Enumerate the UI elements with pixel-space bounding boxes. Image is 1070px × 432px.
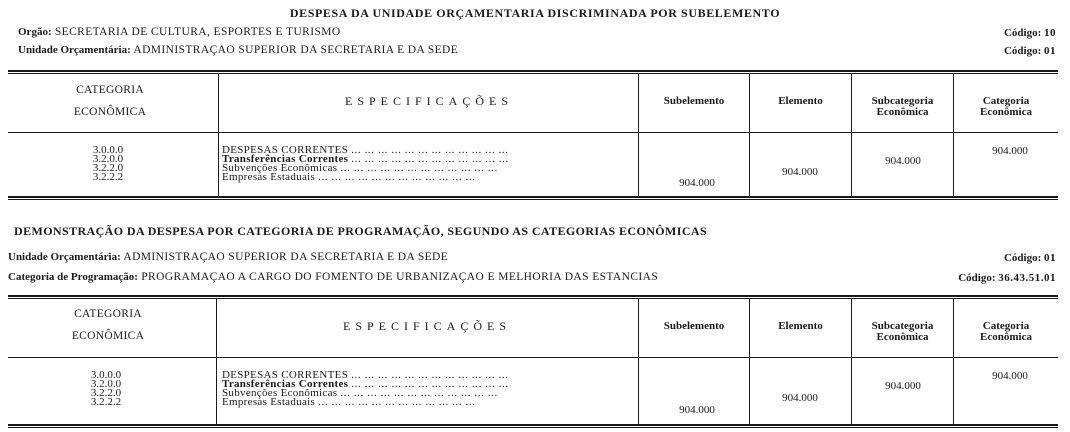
code-cell: 3.2.2.2 <box>90 396 122 408</box>
code-cell: 3.2.2.0 <box>92 162 124 174</box>
table-bottom-rule <box>8 196 1058 198</box>
header-line: Subcategoria <box>871 320 934 332</box>
code-label: Código: <box>958 272 996 284</box>
code-cell: 3.2.0.0 <box>90 378 122 390</box>
specifications <box>222 371 509 407</box>
header-especificacoes: ESPECIFICAÇÕES <box>342 319 512 333</box>
column-divider <box>851 74 852 196</box>
value-categoria: 904.000 <box>992 370 1028 382</box>
table-top-rule-thin <box>8 298 1058 299</box>
leader-dots: ... ... ... ... ... ... ... ... ... ... ... ... <box>318 396 476 408</box>
categoria-programacao-value: PROGRAMAÇAO A CARGO DO FOMENTO DE URBANIZAÇAO E MELHORIA DAS ESTANCIAS <box>141 271 659 283</box>
categoria-programacao-line <box>8 271 658 283</box>
value-subcategoria: 904.000 <box>885 155 921 167</box>
economic-codes <box>56 371 156 407</box>
value-subcategoria: 904.000 <box>885 380 921 392</box>
header-subcategoria <box>852 321 953 343</box>
unidade-value: ADMINISTRAÇAO SUPERIOR DA SECRETARIA E DA SEDE <box>123 251 449 263</box>
section-title: DEMONSTRAÇÃO DA DESPESA POR CATEGORIA DE PROGRAMAÇÃO, SEGUNDO AS CATEGORIAS ECONÔMICAS <box>14 224 708 238</box>
unidade-line <box>18 44 458 56</box>
header-line: ECONÔMICA <box>71 330 145 342</box>
header-subcategoria <box>852 96 953 118</box>
header-line: Categoria <box>982 95 1030 107</box>
column-divider <box>749 74 750 196</box>
column-divider <box>953 74 954 196</box>
column-divider <box>218 74 219 196</box>
header-categoria-economica <box>10 79 210 123</box>
unidade-label: Unidade Orçamentária: <box>8 251 121 263</box>
spec-text: DESPESAS CORRENTES <box>222 144 349 156</box>
spec-row <box>222 398 509 407</box>
column-divider <box>851 299 852 424</box>
header-categoria <box>954 321 1058 343</box>
header-subelemento: Subelemento <box>663 95 725 107</box>
header-line: Categoria <box>982 320 1030 332</box>
header-line: Econômica <box>980 331 1032 343</box>
column-divider <box>216 299 217 424</box>
code-value: 36.43.51.01 <box>998 272 1056 284</box>
leader-dots: ... ... ... ... ... ... ... ... ... ... ... ... <box>351 369 509 381</box>
column-divider <box>638 299 639 424</box>
code-cell: 3.2.0.0 <box>92 153 124 165</box>
header-subelemento: Subelemento <box>663 320 725 332</box>
table-bottom-rule <box>8 424 1058 426</box>
header-elemento: Elemento <box>778 95 823 107</box>
table-top-rule <box>8 295 1058 297</box>
value-elemento: 904.000 <box>782 392 818 404</box>
leader-dots: ... ... ... ... ... ... ... ... ... ... ... ... <box>351 378 509 390</box>
table-bottom-rule-thin <box>8 199 1058 200</box>
categoria-programacao-code <box>958 272 1056 284</box>
table-header-rule <box>8 357 1058 358</box>
header-line: CATEGORIA <box>74 308 142 320</box>
leader-dots: ... ... ... ... ... ... ... ... ... ... ... ... <box>340 162 498 174</box>
unidade-code <box>1004 45 1056 57</box>
header-line: CATEGORIA <box>76 84 144 96</box>
spec-text: Empresas Estaduais <box>222 171 316 183</box>
orgao-value: SECRETARIA DE CULTURA, ESPORTES E TURISMO <box>54 26 341 38</box>
table-top-rule-thin <box>8 73 1058 74</box>
value-subelemento: 904.000 <box>679 404 715 416</box>
value-subelemento: 904.000 <box>679 177 715 189</box>
column-divider <box>749 299 750 424</box>
leader-dots: ... ... ... ... ... ... ... ... ... ... ... ... <box>351 153 509 165</box>
header-line: Econômica <box>876 331 929 343</box>
unidade-label: Unidade Orçamentária: <box>18 44 131 56</box>
economic-codes <box>58 146 158 182</box>
code-cell: 3.2.2.2 <box>92 171 124 183</box>
orgao-code <box>1004 27 1056 39</box>
code-cell: 3.0.0.0 <box>92 144 124 156</box>
code-cell: 3.2.2.0 <box>90 387 122 399</box>
code-label: Código: <box>1003 45 1042 57</box>
spec-text: Subvenções Econômicas <box>222 162 338 174</box>
unidade-value: ADMINISTRAÇAO SUPERIOR DA SECRETARIA E DA SEDE <box>133 44 459 56</box>
spec-text: DESPESAS CORRENTES <box>222 369 349 381</box>
orgao-label: Orgão: <box>18 26 52 38</box>
table-top-rule <box>8 70 1058 72</box>
spec-text: Transferências Correntes <box>222 378 349 390</box>
code-label: Código: <box>1003 252 1042 264</box>
spec-row <box>222 173 509 182</box>
value-categoria: 904.000 <box>992 145 1028 157</box>
section-title: DESPESA DA UNIDADE ORÇAMENTARIA DISCRIMINADA POR SUBELEMENTO <box>289 6 781 20</box>
code-value: 01 <box>1044 252 1056 264</box>
header-line: Econômica <box>876 106 929 118</box>
specifications <box>222 146 509 182</box>
header-categoria-economica <box>8 303 208 347</box>
code-cell: 3.0.0.0 <box>90 369 122 381</box>
code-label: Código: <box>1003 27 1042 39</box>
code-value: 10 <box>1044 27 1056 39</box>
spec-text: Transferências Correntes <box>222 153 349 165</box>
table-header-rule <box>8 132 1058 133</box>
spec-text: Empresas Estaduais <box>222 396 316 408</box>
value-elemento: 904.000 <box>782 166 818 178</box>
header-categoria <box>954 96 1058 118</box>
spec-text: Subvenções Econômicas <box>222 387 338 399</box>
header-especificacoes: ESPECIFICAÇÕES <box>344 94 514 108</box>
unidade-code <box>1004 252 1056 264</box>
header-line: ECONÔMICA <box>73 106 147 118</box>
categoria-programacao-label: Categoria de Programação: <box>8 271 138 283</box>
leader-dots: ... ... ... ... ... ... ... ... ... ... ... ... <box>351 144 509 156</box>
column-divider <box>953 299 954 424</box>
code-value: 01 <box>1044 45 1056 57</box>
orgao-line <box>18 26 341 38</box>
table-bottom-rule-thin <box>8 427 1058 428</box>
leader-dots: ... ... ... ... ... ... ... ... ... ... ... ... <box>340 387 498 399</box>
column-divider <box>638 74 639 196</box>
leader-dots: ... ... ... ... ... ... ... ... ... ... ... ... <box>318 171 476 183</box>
header-elemento: Elemento <box>778 320 823 332</box>
header-line: Econômica <box>980 106 1032 118</box>
unidade-line <box>8 251 448 263</box>
header-line: Subcategoria <box>871 95 934 107</box>
